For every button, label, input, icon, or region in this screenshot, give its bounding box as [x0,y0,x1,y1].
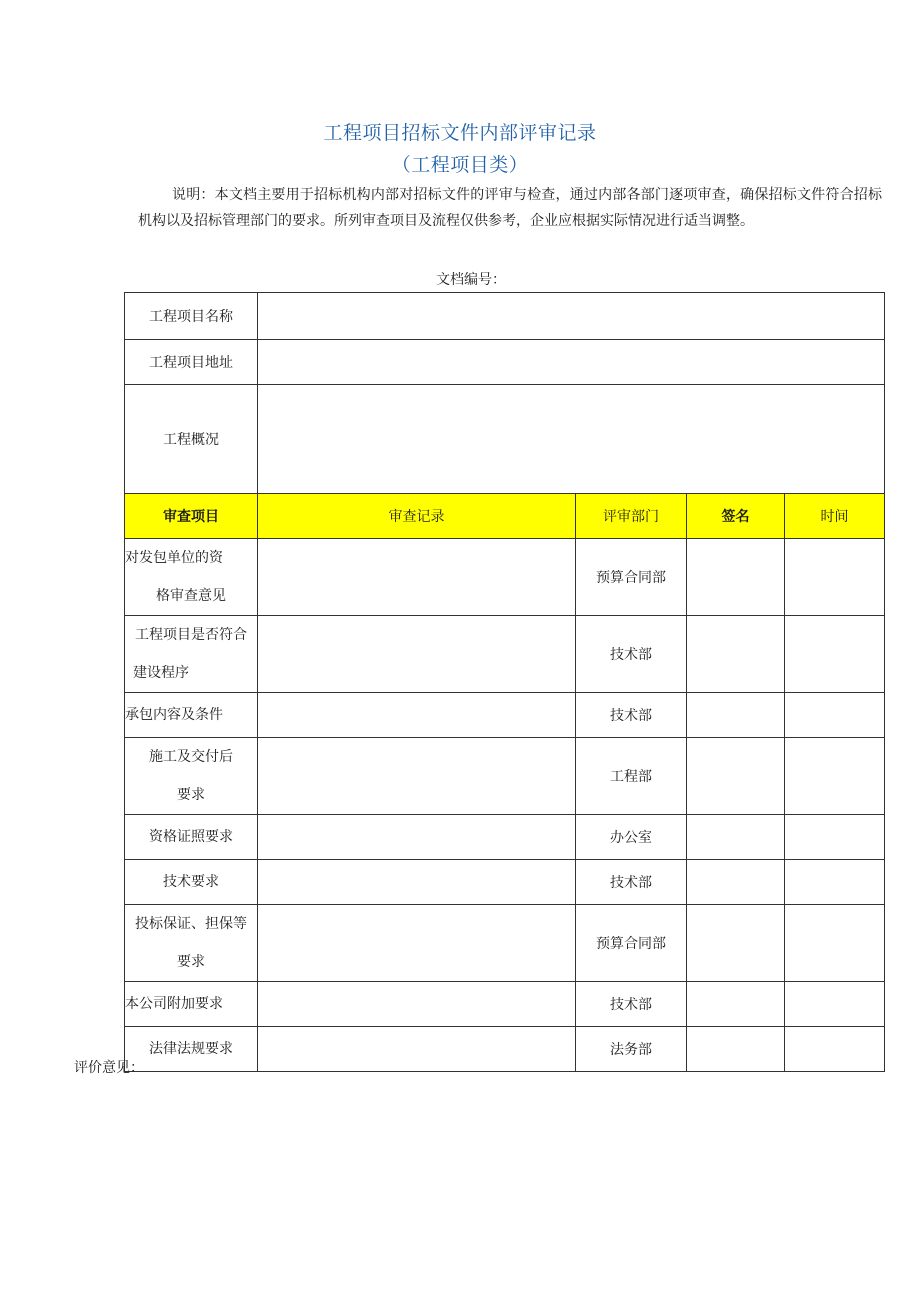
header-review-record: 审查记录 [258,494,576,539]
table-row [125,982,885,1027]
review-item-line: 本公司附加要求 [125,996,223,1012]
table-row [125,693,885,738]
review-record-field[interactable] [258,693,576,738]
review-record-field[interactable] [258,815,576,860]
time-field[interactable] [785,982,885,1027]
table-row [125,539,885,616]
info-row-project-name [125,293,885,340]
review-dept: 工程部 [576,738,687,815]
signature-field[interactable] [687,905,785,982]
review-item [125,860,258,905]
project-overview-field[interactable] [258,385,885,494]
review-item [125,738,258,815]
review-dept: 办公室 [576,815,687,860]
header-review-dept: 评审部门 [576,494,687,539]
review-item-line: 投标保证、担保等 [135,916,247,932]
project-name-field[interactable] [258,293,885,340]
review-item [125,616,258,693]
table-row [125,905,885,982]
review-item [125,815,258,860]
table-row [125,1027,885,1072]
review-record-field[interactable] [258,860,576,905]
review-item [125,982,258,1027]
review-item-line: 格审查意见 [156,588,226,604]
header-review-item: 审查项目 [125,494,258,539]
review-record-field[interactable] [258,616,576,693]
project-name-label: 工程项目名称 [125,293,258,340]
review-dept: 技术部 [576,616,687,693]
review-record-field[interactable] [258,1027,576,1072]
review-item-line: 承包内容及条件 [125,707,223,723]
review-record-field[interactable] [258,905,576,982]
table-row [125,738,885,815]
time-field[interactable] [785,539,885,616]
project-address-field[interactable] [258,340,885,385]
signature-field[interactable] [687,982,785,1027]
review-record-table [124,292,885,1072]
table-row [125,815,885,860]
document-subtitle: （工程项目类） [391,154,529,176]
signature-field[interactable] [687,693,785,738]
review-dept: 技术部 [576,860,687,905]
review-record-field[interactable] [258,539,576,616]
review-item-line: 资格证照要求 [149,829,233,845]
review-item-line: 要求 [177,954,205,970]
review-dept: 预算合同部 [576,539,687,616]
time-field[interactable] [785,693,885,738]
table-row [125,616,885,693]
document-title: 工程项目招标文件内部评审记录 [323,122,597,144]
evaluation-comment-label: 评价意见： [74,1060,144,1076]
table-row [125,860,885,905]
document-number-label: 文档编号： [436,272,506,288]
review-item-line: 工程项目是否符合 [135,627,247,643]
header-signature: 签名 [687,494,785,539]
info-row-project-address [125,340,885,385]
time-field[interactable] [785,1027,885,1072]
signature-field[interactable] [687,539,785,616]
time-field[interactable] [785,738,885,815]
review-item-line: 法律法规要求 [149,1041,233,1057]
review-item-line: 技术要求 [163,874,219,890]
signature-field[interactable] [687,860,785,905]
review-item [125,1027,258,1072]
review-item-line: 建设程序 [133,665,189,681]
review-dept: 法务部 [576,1027,687,1072]
review-item-line: 施工及交付后 [149,749,233,765]
signature-field[interactable] [687,1027,785,1072]
review-header-row [125,494,885,539]
review-item-line: 对发包单位的资 [125,550,223,566]
review-item-line: 要求 [177,787,205,803]
review-record-field[interactable] [258,738,576,815]
project-address-label: 工程项目地址 [125,340,258,385]
review-item [125,905,258,982]
review-item [125,539,258,616]
review-dept: 技术部 [576,693,687,738]
review-dept: 预算合同部 [576,905,687,982]
review-item [125,693,258,738]
info-row-project-overview [125,385,885,494]
time-field[interactable] [785,815,885,860]
review-dept: 技术部 [576,982,687,1027]
signature-field[interactable] [687,815,785,860]
time-field[interactable] [785,616,885,693]
signature-field[interactable] [687,616,785,693]
review-record-field[interactable] [258,982,576,1027]
time-field[interactable] [785,905,885,982]
instruction-note: 说明：本文档主要用于招标机构内部对招标文件的评审与检查，通过内部各部门逐项审查，确保招标文件符合招标机构以及招标管理部门的要求。所列审查项目及流程仅供参考，企业应根据实际情况进行适当调整。 [138,187,882,229]
header-time: 时间 [785,494,885,539]
time-field[interactable] [785,860,885,905]
signature-field[interactable] [687,738,785,815]
project-overview-label: 工程概况 [125,385,258,494]
